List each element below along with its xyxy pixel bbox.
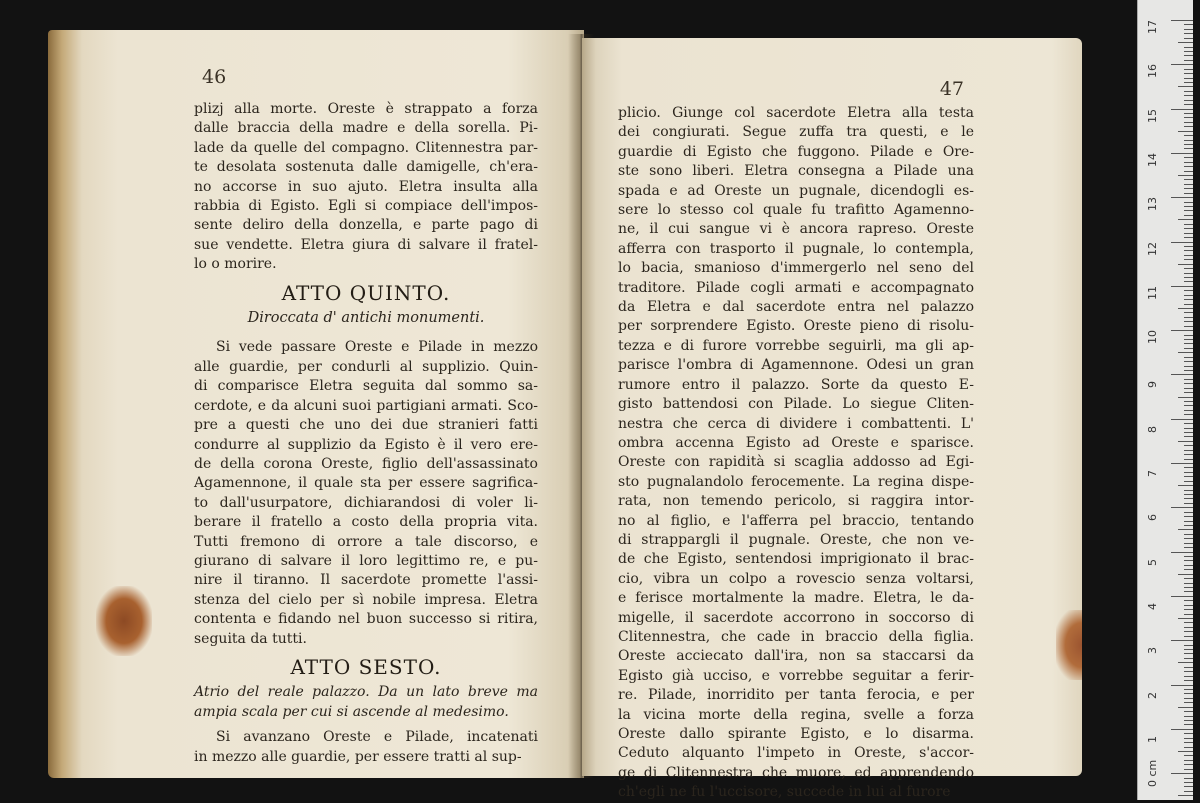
- ruler-tick: [1184, 605, 1193, 606]
- ruler-tick: [1184, 157, 1193, 158]
- text-line: cerdote, e da alcuni suoi partigiani armati. Sco-: [194, 397, 538, 414]
- text-line: pre a questi che uno dei due stranieri fatti: [194, 417, 538, 434]
- ruler-tick: [1184, 370, 1193, 371]
- ruler-tick: [1184, 760, 1193, 761]
- ruler-tick: [1184, 100, 1193, 101]
- act-heading: ATTO SESTO.: [290, 654, 442, 679]
- ruler-tick: [1178, 219, 1193, 220]
- ruler-tick: [1178, 441, 1193, 442]
- ruler-tick: [1184, 481, 1193, 482]
- ruler-tick: [1184, 140, 1193, 141]
- ruler-tick: [1184, 490, 1193, 491]
- text-line: sue vendette. Eletra giura di salvare il fratel-: [194, 236, 538, 253]
- ruler-tick: [1184, 459, 1193, 460]
- ruler-tick: [1184, 467, 1193, 468]
- ruler-tick: [1171, 507, 1193, 508]
- ruler-tick: [1184, 543, 1193, 544]
- ruler-tick: [1184, 317, 1193, 318]
- ruler-tick: [1184, 273, 1193, 274]
- ruler-tick: [1178, 529, 1193, 530]
- text-line: to dall'usurpatore, dichiarandosi di voler li-: [194, 494, 538, 511]
- ruler-label: 12: [1146, 241, 1159, 256]
- water-stain: [96, 586, 152, 656]
- text-line: e ferisce mortalmente la madre. Eletra, le da-: [618, 590, 974, 607]
- ruler-tick: [1184, 78, 1193, 79]
- ruler-tick: [1184, 494, 1193, 495]
- text-line: alle guardie, per condurli al supplizio. Quin-: [194, 358, 538, 375]
- ruler-tick: [1178, 751, 1193, 752]
- ruler-tick: [1184, 215, 1193, 216]
- left-page-text: [194, 100, 538, 767]
- ruler-tick: [1184, 778, 1193, 779]
- ruler-tick: [1184, 583, 1193, 584]
- text-line: rabbia di Egisto. Egli si compiace dell'impos-: [194, 198, 538, 215]
- ruler-tick: [1184, 450, 1193, 451]
- ruler-tick: [1184, 782, 1193, 783]
- ruler-tick: [1184, 614, 1193, 615]
- ruler-tick: [1184, 600, 1193, 601]
- text-line: Clitennestra, che cade in braccio della figlia.: [618, 628, 974, 645]
- ruler-tick: [1184, 228, 1193, 229]
- text-line: ne, il cui sangue vi è ancora rapreso. Oreste: [618, 221, 974, 238]
- ruler-tick: [1184, 636, 1193, 637]
- ruler-tick: [1184, 764, 1193, 765]
- text-line: Oreste acciecato dall'ira, non sa staccarsi da: [618, 648, 974, 665]
- text-line: cio, vibra un colpo a rovescio senza voltarsi,: [618, 570, 974, 587]
- ruler-tick: [1184, 304, 1193, 305]
- ruler-tick: [1184, 250, 1193, 251]
- ruler-tick: [1184, 184, 1193, 185]
- right-page: [582, 38, 1082, 801]
- text-line: rumore entro il palazzo. Sorte da questo E-: [618, 376, 974, 393]
- text-line: ampia scala per cui si ascende al medesimo.: [194, 703, 509, 720]
- text-line: tezza e di furore vorrebbe seguirli, ma gli ap-: [618, 337, 974, 354]
- ruler-tick: [1184, 91, 1193, 92]
- ruler-tick: [1171, 109, 1193, 110]
- ruler-tick: [1178, 618, 1193, 619]
- text-line: giurano di salvare il loro legittimo re, e pu-: [194, 552, 538, 569]
- text-line: Oreste dallo spirante Egisto, e lo disarma.: [618, 726, 974, 742]
- ruler-tick: [1178, 308, 1193, 309]
- ruler-tick: [1184, 202, 1193, 203]
- ruler-tick: [1184, 224, 1193, 225]
- ruler-tick: [1184, 631, 1193, 632]
- text-line: Agamennone, il quale sta per essere sagrifica-: [194, 475, 538, 492]
- ruler-tick: [1184, 321, 1193, 322]
- ruler-tick: [1184, 658, 1193, 659]
- ruler-tick: [1184, 521, 1193, 522]
- text-line: Ceduto alquanto l'impeto in Oreste, s'accor-: [618, 745, 974, 762]
- ruler-tick: [1184, 547, 1193, 548]
- ruler-tick: [1184, 24, 1193, 25]
- ruler-tick: [1171, 242, 1193, 243]
- ruler-tick: [1171, 286, 1193, 287]
- ruler-label: 7: [1146, 470, 1159, 477]
- ruler-tick: [1184, 268, 1193, 269]
- ruler-tick: [1184, 786, 1193, 787]
- text-line: lo bacia, smanioso d'immergerlo nel seno del: [618, 260, 974, 277]
- ruler-label: 16: [1146, 64, 1159, 79]
- ruler-tick: [1184, 237, 1193, 238]
- ruler-label: 2: [1146, 691, 1159, 699]
- ruler-tick: [1184, 742, 1193, 743]
- text-line: ch'egli ne fu l'uccisore, succede in lui al furore: [618, 784, 951, 801]
- measuring-ruler: [1137, 0, 1193, 800]
- ruler-tick: [1184, 326, 1193, 327]
- ruler-tick: [1184, 432, 1193, 433]
- text-line: dei congiurati. Segue zuffa tra questi, e le: [618, 124, 974, 141]
- ruler-tick: [1184, 476, 1193, 477]
- ruler-tick: [1184, 233, 1193, 234]
- text-line: sto pugnalandolo ferocemente. La regina dispe-: [618, 473, 974, 490]
- ruler-tick: [1184, 38, 1193, 39]
- ruler-tick: [1184, 538, 1193, 539]
- ruler-tick: [1184, 95, 1193, 96]
- ruler-tick: [1184, 516, 1193, 517]
- paragraph: [194, 100, 538, 275]
- text-line: no al figlio, e l'afferra pel braccio, tentando: [618, 512, 974, 529]
- ruler-tick: [1171, 64, 1193, 65]
- text-line: Oreste con rapidità si scaglia addosso ad Egi-: [618, 454, 974, 471]
- ruler-tick: [1184, 512, 1193, 513]
- text-line: Si vede passare Oreste e Pilade in mezzo: [216, 339, 538, 356]
- ruler-label: 14: [1146, 152, 1159, 167]
- ruler-tick: [1184, 556, 1193, 557]
- ruler-tick: [1171, 419, 1193, 420]
- ruler-tick: [1184, 166, 1193, 167]
- text-line: afferra con trasporto il pugnale, lo contempla,: [618, 240, 974, 257]
- ruler-tick: [1184, 60, 1193, 61]
- ruler-tick: [1184, 55, 1193, 56]
- ruler-tick: [1184, 693, 1193, 694]
- text-line: di strappargli il pugnale. Oreste, che non ve-: [618, 531, 974, 548]
- ruler-tick: [1184, 716, 1193, 717]
- ruler-tick: [1184, 680, 1193, 681]
- ruler-tick: [1184, 281, 1193, 282]
- ruler-tick: [1184, 69, 1193, 70]
- ruler-tick: [1184, 47, 1193, 48]
- ruler-tick: [1171, 463, 1193, 464]
- text-line: plicio. Giunge col sacerdote Eletra alla testa: [618, 105, 974, 121]
- ruler-tick: [1184, 290, 1193, 291]
- ruler-tick: [1184, 755, 1193, 756]
- text-line: stenza del cielo per sì nobile impresa. Eletra: [194, 591, 538, 608]
- ruler-tick: [1184, 791, 1193, 792]
- ruler-tick: [1184, 645, 1193, 646]
- ruler-label: 13: [1146, 197, 1159, 212]
- ruler-tick: [1184, 445, 1193, 446]
- text-line: ombra accenna Egisto ad Oreste e sparisce.: [618, 434, 974, 451]
- ruler-tick: [1184, 73, 1193, 74]
- text-line: berare il fratello a costo della propria vita.: [194, 514, 538, 531]
- ruler-tick: [1184, 206, 1193, 207]
- ruler-label: 9: [1146, 381, 1159, 389]
- ruler-tick: [1184, 162, 1193, 163]
- ruler-tick: [1184, 454, 1193, 455]
- ruler-tick: [1184, 769, 1193, 770]
- ruler-tick: [1184, 361, 1193, 362]
- ruler-tick: [1184, 104, 1193, 105]
- ruler-tick: [1184, 733, 1193, 734]
- ruler-tick: [1184, 379, 1193, 380]
- ruler-tick: [1184, 667, 1193, 668]
- text-line: traditore. Pilade cogli armati e accompagnato: [618, 279, 974, 296]
- ruler-tick: [1184, 578, 1193, 579]
- ruler-tick: [1184, 193, 1193, 194]
- ruler-tick: [1184, 188, 1193, 189]
- ruler-tick: [1184, 312, 1193, 313]
- ruler-tick: [1184, 738, 1193, 739]
- ruler-tick: [1171, 20, 1193, 21]
- ruler-tick: [1178, 86, 1193, 87]
- ruler-tick: [1184, 135, 1193, 136]
- ruler-label: 10: [1146, 330, 1159, 345]
- ruler-tick: [1171, 153, 1193, 154]
- ruler-tick: [1184, 113, 1193, 114]
- ruler-tick: [1178, 485, 1193, 486]
- ruler-tick: [1178, 131, 1193, 132]
- ruler-tick: [1178, 574, 1193, 575]
- text-line: de che Egisto, sentendosi imprigionato il brac-: [618, 551, 974, 568]
- ruler-tick: [1184, 343, 1193, 344]
- ruler-tick: [1184, 560, 1193, 561]
- ruler-tick: [1184, 653, 1193, 654]
- left-page: [48, 30, 584, 778]
- ruler-tick: [1184, 405, 1193, 406]
- ruler-tick: [1184, 29, 1193, 30]
- text-line: ste sono liberi. Eletra consegna a Pilade una: [618, 163, 974, 180]
- text-line: gisto battendosi con Pilade. Lo siegue Cliten-: [618, 396, 974, 413]
- ruler-tick: [1184, 587, 1193, 588]
- ruler-tick: [1178, 662, 1193, 663]
- ruler-tick: [1184, 724, 1193, 725]
- ruler-tick: [1184, 436, 1193, 437]
- page-number: 47: [939, 78, 964, 100]
- text-line: nire il tiranno. Il sacerdote promette l'assi-: [194, 572, 538, 589]
- ruler-label: 0 cm: [1146, 759, 1159, 788]
- ruler-tick: [1184, 335, 1193, 336]
- text-line: di comparisce Eletra seguita dal sommo sa-: [194, 378, 538, 395]
- ruler-tick: [1184, 388, 1193, 389]
- text-line: dalle braccia della madre e della sorella. Pi-: [194, 120, 538, 137]
- ruler-label: 1: [1146, 735, 1159, 743]
- paragraph: [194, 728, 538, 767]
- ruler-tick: [1184, 525, 1193, 526]
- ruler-label: 6: [1146, 514, 1159, 522]
- ruler-tick: [1184, 698, 1193, 699]
- ruler-tick: [1184, 472, 1193, 473]
- ruler-tick: [1178, 352, 1193, 353]
- ruler-tick: [1184, 498, 1193, 499]
- text-line: spada e ad Oreste un pugnale, dicendogli es-: [618, 182, 974, 199]
- ruler-tick: [1184, 51, 1193, 52]
- ruler-tick: [1184, 392, 1193, 393]
- ruler-tick: [1184, 649, 1193, 650]
- ruler-tick: [1184, 671, 1193, 672]
- scene-description: Diroccata d' antichi monumenti.: [247, 310, 485, 327]
- ruler-tick: [1184, 565, 1193, 566]
- ruler-tick: [1184, 627, 1193, 628]
- ruler-label: 5: [1146, 558, 1159, 566]
- page-number: 46: [202, 66, 227, 88]
- ruler-tick: [1184, 357, 1193, 358]
- ruler-tick: [1184, 171, 1193, 172]
- ruler-tick: [1184, 569, 1193, 570]
- ruler-tick: [1184, 33, 1193, 34]
- ruler-tick: [1184, 117, 1193, 118]
- ruler-tick: [1178, 397, 1193, 398]
- ruler-tick: [1184, 747, 1193, 748]
- ruler-tick: [1184, 591, 1193, 592]
- ruler-tick: [1184, 410, 1193, 411]
- ruler-tick: [1184, 401, 1193, 402]
- ruler-tick: [1171, 330, 1193, 331]
- text-line: de della corona Oreste, figlio dell'assassinato: [194, 455, 538, 472]
- text-line: Egisto già ucciso, e vorrebbe seguitar a ferir-: [618, 667, 974, 684]
- ruler-tick: [1184, 82, 1193, 83]
- ruler-tick: [1184, 428, 1193, 429]
- ruler-tick: [1184, 277, 1193, 278]
- ruler-tick: [1178, 795, 1193, 796]
- text-line: sente deliro della donzella, e parte pago di: [194, 217, 538, 234]
- text-line: plizj alla morte. Oreste è strappato a forza: [194, 101, 538, 117]
- ruler-tick: [1171, 374, 1193, 375]
- ruler-tick: [1184, 122, 1193, 123]
- ruler-tick: [1184, 299, 1193, 300]
- ruler-tick: [1184, 366, 1193, 367]
- ruler-tick: [1184, 126, 1193, 127]
- ruler-tick: [1184, 259, 1193, 260]
- ruler-tick: [1178, 175, 1193, 176]
- text-line: condurre al supplizio da Egisto è il vero ere-: [194, 436, 538, 453]
- ruler-tick: [1178, 707, 1193, 708]
- text-line: re. Pilade, inorridito per tanta ferocia, e per: [618, 687, 974, 704]
- text-line: parisce l'ombra di Agamennone. Odesi un gran: [618, 357, 974, 374]
- ruler-tick: [1184, 148, 1193, 149]
- text-line: te desolata sostenuta dalle damigelle, ch'era-: [194, 159, 538, 176]
- paragraph: [194, 338, 538, 649]
- ruler-tick: [1184, 423, 1193, 424]
- ruler-label: 17: [1146, 20, 1159, 34]
- ruler-tick: [1171, 197, 1193, 198]
- ruler-tick: [1184, 622, 1193, 623]
- ruler-tick: [1184, 503, 1193, 504]
- text-line: la vicina morte della regina, svelle a forza: [618, 706, 974, 723]
- water-stain: [1056, 610, 1082, 680]
- text-line: per sorprendere Egisto. Oreste pieno di risolu-: [618, 318, 974, 335]
- text-line: guardie di Egisto che fuggono. Pilade e Ore-: [618, 143, 974, 160]
- ruler-tick: [1184, 689, 1193, 690]
- act-heading: ATTO QUINTO.: [281, 280, 451, 305]
- ruler-tick: [1178, 264, 1193, 265]
- ruler-tick: [1184, 255, 1193, 256]
- ruler-tick: [1184, 144, 1193, 145]
- ruler-label: 4: [1146, 602, 1159, 610]
- ruler-tick: [1184, 609, 1193, 610]
- ruler-tick: [1184, 720, 1193, 721]
- ruler-tick: [1184, 702, 1193, 703]
- text-line: ge di Clitennestra che muore, ed apprendendo: [618, 764, 974, 781]
- text-line: no accorse in suo ajuto. Eletra insulta alla: [194, 178, 538, 195]
- scene-description: [194, 683, 538, 722]
- ruler-tick: [1184, 179, 1193, 180]
- text-line: da Eletra e dal sacerdote entra nel palazzo: [618, 299, 974, 316]
- ruler-tick: [1184, 534, 1193, 535]
- ruler-tick: [1171, 773, 1193, 774]
- text-line: Tutti fremono di orrore a tale discorso, e: [194, 533, 538, 550]
- ruler-label: 3: [1146, 647, 1159, 655]
- text-line: contenta e fidando nel buon successo si ritira,: [194, 611, 538, 628]
- ruler-tick: [1184, 348, 1193, 349]
- text-line: lo o morire.: [194, 256, 277, 273]
- ruler-tick: [1171, 640, 1193, 641]
- ruler-tick: [1184, 339, 1193, 340]
- ruler-tick: [1178, 42, 1193, 43]
- ruler-tick: [1184, 246, 1193, 247]
- ruler-tick: [1171, 552, 1193, 553]
- text-line: rata, non temendo pericolo, si raggira intor-: [618, 493, 974, 510]
- ruler-label: 15: [1146, 108, 1159, 123]
- ruler-label: 11: [1146, 285, 1159, 300]
- text-line: nestra che cerca di dividere i combattenti. L': [618, 415, 974, 432]
- right-page-text: [618, 104, 974, 803]
- text-line: Atrio del reale palazzo. Da un lato breve ma: [194, 684, 538, 701]
- text-line: Si avanzano Oreste e Pilade, incatenati: [216, 729, 538, 746]
- ruler-tick: [1171, 596, 1193, 597]
- ruler-tick: [1171, 729, 1193, 730]
- text-line: seguita da tutti.: [194, 630, 307, 647]
- text-line: in mezzo alle guardie, per essere tratti al sup-: [194, 748, 522, 765]
- paragraph: [618, 104, 974, 803]
- ruler-tick: [1184, 295, 1193, 296]
- ruler-tick: [1184, 711, 1193, 712]
- text-line: sere lo stesso col quale fu trafitto Agamenno-: [618, 202, 974, 219]
- text-line: migelle, il sacerdote accorrono in soccorso di: [618, 609, 974, 626]
- ruler-tick: [1171, 685, 1193, 686]
- ruler-tick: [1184, 210, 1193, 211]
- text-line: lade da quelle del compagno. Clitennestra par-: [194, 139, 538, 156]
- ruler-tick: [1184, 383, 1193, 384]
- ruler-tick: [1184, 414, 1193, 415]
- ruler-tick: [1184, 676, 1193, 677]
- ruler-label: 8: [1146, 425, 1159, 433]
